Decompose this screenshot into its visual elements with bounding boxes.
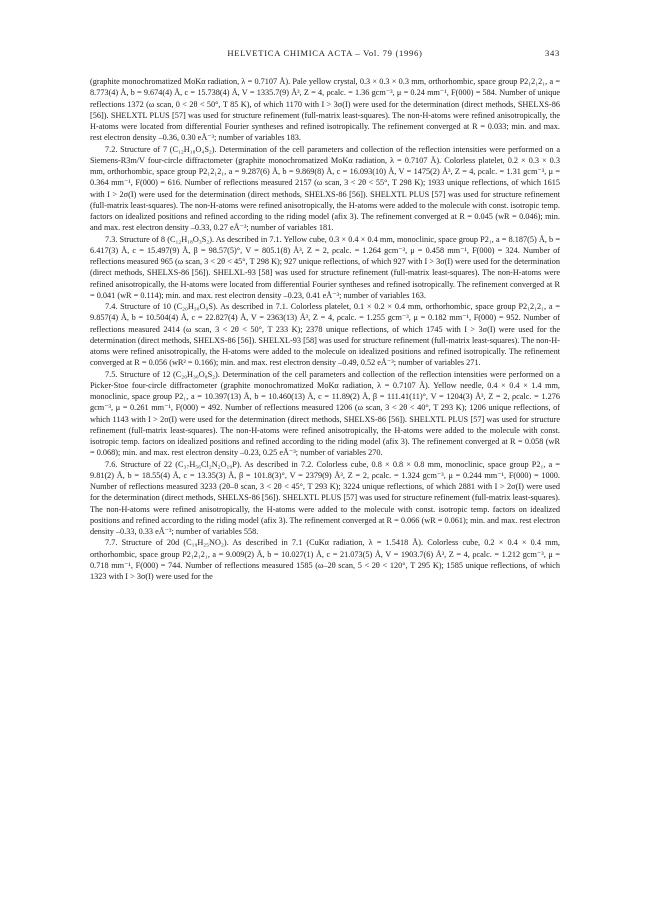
paragraph-structure-22: 7.6. Structure of 22 (C₃₇H₅₆Cl₂N₂O₁₉P). As described in 7.2. Colorless cube, 0.8 × 0.8 × 0.8 mm, monoclinic, space group P2₁, a = 9.81(2) Å, b = 18.55(4) Å, c = 13.35(3) Å, β = 101.8(3)°, V = 2379(9) Å³, Z = 2, ρcalc. = 1.324 gcm⁻³, μ = 0.244 mm⁻¹, F(000) = 1000. Number of reflections measured 3233 (2θ–θ scan, 3 < 2θ < 45°, T 293 K); 3224 unique reflections, of which 2881 with I > 2σ(I) were used for the determination (direct methods, SHELXS-86 [56]). SHELXTL PLUS [57] was used for structure refinement (full-matrix least-squares). The non-H-atoms were refined anisotropically, the H-atoms were added to the molecule with const. isotropic temp. factors on idealized positions and refined according to the riding model (afix 3). The refinement converged at R = 0.066 (wR = 0.061); min. and max. rest electron density –0.33, 0.33 eÅ⁻³; number of variables 558. [90, 459, 560, 536]
journal-title: HELVETICA CHIMICA ACTA – Vol. 79 (1996) [227, 48, 423, 58]
paragraph-continuation: (graphite monochromatized MoKα radiation, λ = 0.7107 Å). Pale yellow crystal, 0.3 × 0.3 × 0.3 mm, orthorhombic, space group P2₁2₁2₁, a = 8.773(4) Å, b = 9.674(4) Å, c = 15.738(4) Å, V = 1335.7(9) Å³, Z = 4, ρcalc. = 1.36 gcm⁻³, μ = 0.24 mm⁻¹, F(000) = 584. Number of unique reflections 1372 (ω scan, 0 < 2θ < 50°, T 85 K), of which 1170 with I > 3σ(I) were used for the determination (direct methods, SHELXS-86 [56]). SHELXTL PLUS [57] was used for structure refinement (full-matrix least-squares). The non-H-atoms were refined anisotropically, the H-atoms were located from differential Fourier syntheses and refined isotropically. The refinement converged at R = 0.033; min. and max. rest electron density –0.36, 0.30 eÅ⁻³; number of variables 183. [90, 77, 560, 143]
page-number: 343 [545, 48, 560, 58]
running-header [90, 48, 560, 62]
body-text [90, 76, 560, 582]
paragraph-structure-10: 7.4. Structure of 10 (C₂₀H₃₀O₉S). As described in 7.1. Colorless platelet, 0.1 × 0.2 × 0.4 mm, orthorhombic, space group P2₁2₁2₁, a = 9.857(4) Å, b = 10.504(4) Å, c = 22.827(4) Å, V = 2363(13) Å³, Z = 4, ρcalc. = 1.255 gcm⁻³, μ = 0.182 mm⁻¹, F(000) = 952. Number of reflections measured 2414 (ω scan, 3 < 2θ < 50°, T 233 K); 2378 unique reflections, of which 1745 with I > 3σ(I) were used for the determination (direct methods, SHELXS-86 [56]). SHELXL-93 [58] was used for structure refinement (full-matrix least-squares). The non-H-atoms were refined anisotropically, the H-atoms were added to the molecule on idealized positions and refined isotropically. The refinement converged at R = 0.056 (wR² = 0.166); min. and max. rest electron density –0.49, 0.52 eÅ⁻³; number of variables 271. [90, 302, 560, 368]
paragraph-structure-7: 7.2. Structure of 7 (C₁₂H₁₈O₄S₂). Determination of the cell parameters and collection of the reflection intensities were performed on a Siemens-R3m/V four-circle diffractometer (graphite monochromatized MoKα radiation, λ = 0.7107 Å). Colorless platelet, 0.2 × 0.3 × 0.3 mm, orthorhombic, space group P2₁2₁2₁, a = 9.287(6) Å, b = 9.869(8) Å, c = 16.093(10) Å, V = 1475(2) Å³, Z = 4, ρcalc. = 1.31 gcm⁻³, μ = 0.364 mm⁻¹, F(000) = 616. Number of reflections measured 2157 (ω scan, 3 < 2θ < 55°, T 298 K); 1933 unique reflections, of which 1615 with I > 2σ(I) were used for the determination (direct methods, SHELXS-86 [56]). SHELXTL PLUS [57] was used for structure refinement (full-matrix least-squares). The non-H-atoms were refined anisotropically, the H-atoms were added to the molecule with const. isotropic temp. factors on idealized positions and refined according to the riding model (afix 3). The refinement converged at R = 0.045 (wR = 0.046); min. and max. rest electron density –0.33, 0.27 eÅ⁻³; number of variables 181. [90, 144, 560, 233]
paragraph-structure-12: 7.5. Structure of 12 (C₂₀H₃₀O₈S₂). Determination of the cell parameters and collection of the reflection intensities were performed on a Picker-Stoe four-circle diffractometer (graphite monochromatized MoKα radiation, λ = 0.7107 Å). Yellow needle, 0.4 × 0.4 × 1.4 mm, monoclinic, space group P2₁, a = 10.397(13) Å, b = 10.460(13) Å, c = 11.89(2) Å, β = 111.41(11)°, V = 1204(3) Å³, Z = 2, ρcalc. = 1.276 gcm⁻³, μ = 0.261 mm⁻¹, F(000) = 492. Number of reflections measured 1206 (ω scan, 3 < 2θ < 40°, T 293 K); 1206 unique reflections, of which 1143 with I > 2σ(I) were used for the determination (direct methods, SHELXS-86 [56]). SHELXTL PLUS [57] was used for structure refinement (full-matrix least-squares). The non-H-atoms were refined anisotropically, the H-atoms were added to the molecule with const. isotropic temp. factors on idealized positions and refined according to the riding model (afix 3). The refinement converged at R = 0.058 (wR = 0.068); min. and max. rest electron density –0.23, 0.25 eÅ⁻³; number of variables 270. [90, 369, 560, 458]
paragraph-structure-8: 7.3. Structure of 8 (C₁₂H₁₈O₃S₂). As described in 7.1. Yellow cube, 0.3 × 0.4 × 0.4 mm, monoclinic, space group P2₁, a = 8.187(5) Å, b = 6.417(3) Å, c = 15.497(9) Å, β = 98.57(5)°, V = 805.1(8) Å³, Z = 2, ρcalc. = 1.264 gcm⁻³, μ = 0.458 mm⁻¹, F(000) = 324. Number of reflections measured 965 (ω scan, 3 < 2θ < 45°, T 298 K); 927 unique reflections, of which 927 with I > 3σ(I) were used for the determination (direct methods, SHELXS-86 [56]). SHELXL-93 [58] was used for structure refinement (full-matrix least-squares). The non-H-atoms were refined anisotropically, the H-atoms were located from differential Fourier syntheses and refined isotropically. The refinement converged at R = 0.041 (wR = 0.114); min. and max. rest electron density –0.23, 0.41 eÅ⁻³; number of variables 163. [90, 234, 560, 300]
paragraph-structure-20d: 7.7. Structure of 20d (C₁₉H₂₅NO₂). As described in 7.1 (CuKα radiation, λ = 1.5418 Å). Colorless cube, 0.2 × 0.4 × 0.4 mm, orthorhombic, space group P2₁2₁2₁, a = 9.009(2) Å, b = 10.027(1) Å, c = 21.073(5) Å, V = 1903.7(6) Å³, Z = 4, ρcalc. = 1.212 gcm⁻³, μ = 0.718 mm⁻¹, F(000) = 744. Number of reflections measured 1585 (ω–2θ scan, 5 < 2θ < 120°, T 295 K); 1585 unique reflections, of which 1323 with I > 3σ(I) were used for the [90, 538, 560, 581]
